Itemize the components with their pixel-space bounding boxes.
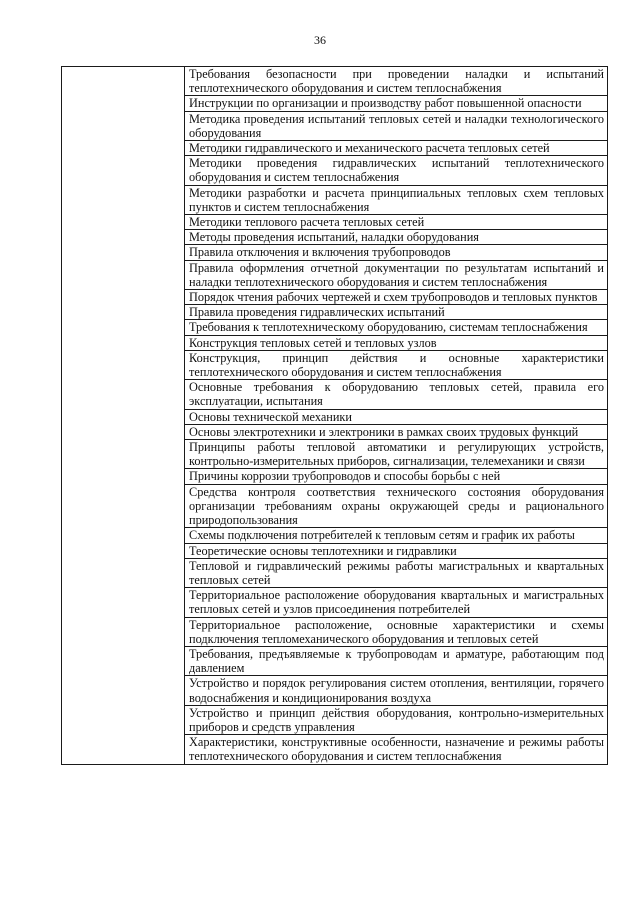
knowledge-item: Порядок чтения рабочих чертежей и схем трубопроводов и тепловых пунктов: [185, 290, 608, 305]
knowledge-item: Теоретические основы теплотехники и гидравлики: [185, 543, 608, 558]
knowledge-item: Средства контроля соответствия технического состояния оборудования организации требованиям охраны окружающей среды и рационального природопользования: [185, 484, 608, 528]
knowledge-item: Основные требования к оборудованию тепловых сетей, правила его эксплуатации, испытания: [185, 380, 608, 409]
knowledge-item: Принципы работы тепловой автоматики и регулирующих устройств, контрольно-измерительных приборов, сигнализации, телемеханики и связи: [185, 440, 608, 469]
knowledge-item: Методы проведения испытаний, наладки оборудования: [185, 230, 608, 245]
knowledge-item: Основы технической механики: [185, 409, 608, 424]
knowledge-item: Конструкция, принцип действия и основные характеристики теплотехнического оборудования и систем теплоснабжения: [185, 350, 608, 379]
knowledge-item: Территориальное расположение оборудования квартальных и магистральных тепловых сетей и узлов присоединения потребителей: [185, 588, 608, 617]
knowledge-item: Правила оформления отчетной документации по результатам испытаний и наладки теплотехнического оборудования и систем теплоснабжения: [185, 260, 608, 289]
knowledge-item: Методики разработки и расчета принципиальных тепловых схем тепловых пунктов и систем теплоснабжения: [185, 185, 608, 214]
knowledge-item: Требования безопасности при проведении наладки и испытаний теплотехнического оборудования и систем теплоснабжения: [185, 67, 608, 96]
knowledge-item: Методики проведения гидравлических испытаний теплотехнического оборудования и систем теплоснабжения: [185, 156, 608, 185]
knowledge-item: Требования к теплотехническому оборудованию, системам теплоснабжения: [185, 320, 608, 335]
knowledge-item: Территориальное расположение, основные характеристики и схемы подключения тепломеханического оборудования и тепловых сетей: [185, 617, 608, 646]
knowledge-item: Причины коррозии трубопроводов и способы борьбы с ней: [185, 469, 608, 484]
table-row: [62, 67, 608, 96]
knowledge-table: [61, 66, 608, 765]
knowledge-item: Инструкции по организации и производству работ повышенной опасности: [185, 96, 608, 111]
knowledge-item: Правила проведения гидравлических испытаний: [185, 305, 608, 320]
knowledge-item: Методика проведения испытаний тепловых сетей и наладки технологического оборудования: [185, 111, 608, 140]
knowledge-item: Устройство и принцип действия оборудования, контрольно-измерительных приборов и средств управления: [185, 705, 608, 734]
knowledge-item: Методики гидравлического и механического расчета тепловых сетей: [185, 141, 608, 156]
page-number: 36: [314, 33, 326, 47]
knowledge-item: Схемы подключения потребителей к тепловым сетям и график их работы: [185, 528, 608, 543]
knowledge-item: Методики теплового расчета тепловых сетей: [185, 215, 608, 230]
knowledge-item: Конструкция тепловых сетей и тепловых узлов: [185, 335, 608, 350]
knowledge-item: Тепловой и гидравлический режимы работы магистральных и квартальных тепловых сетей: [185, 558, 608, 587]
knowledge-item: Устройство и порядок регулирования систем отопления, вентиляции, горячего водоснабжения и кондиционирования воздуха: [185, 676, 608, 705]
knowledge-item: Правила отключения и включения трубопроводов: [185, 245, 608, 260]
knowledge-table-body: [62, 67, 608, 765]
left-empty-cell: [62, 67, 185, 765]
knowledge-item: Основы электротехники и электроники в рамках своих трудовых функций: [185, 424, 608, 439]
knowledge-item: Требования, предъявляемые к трубопроводам и арматуре, работающим под давлением: [185, 646, 608, 675]
knowledge-item: Характеристики, конструктивные особенности, назначение и режимы работы теплотехнического оборудования и систем теплоснабжения: [185, 735, 608, 764]
